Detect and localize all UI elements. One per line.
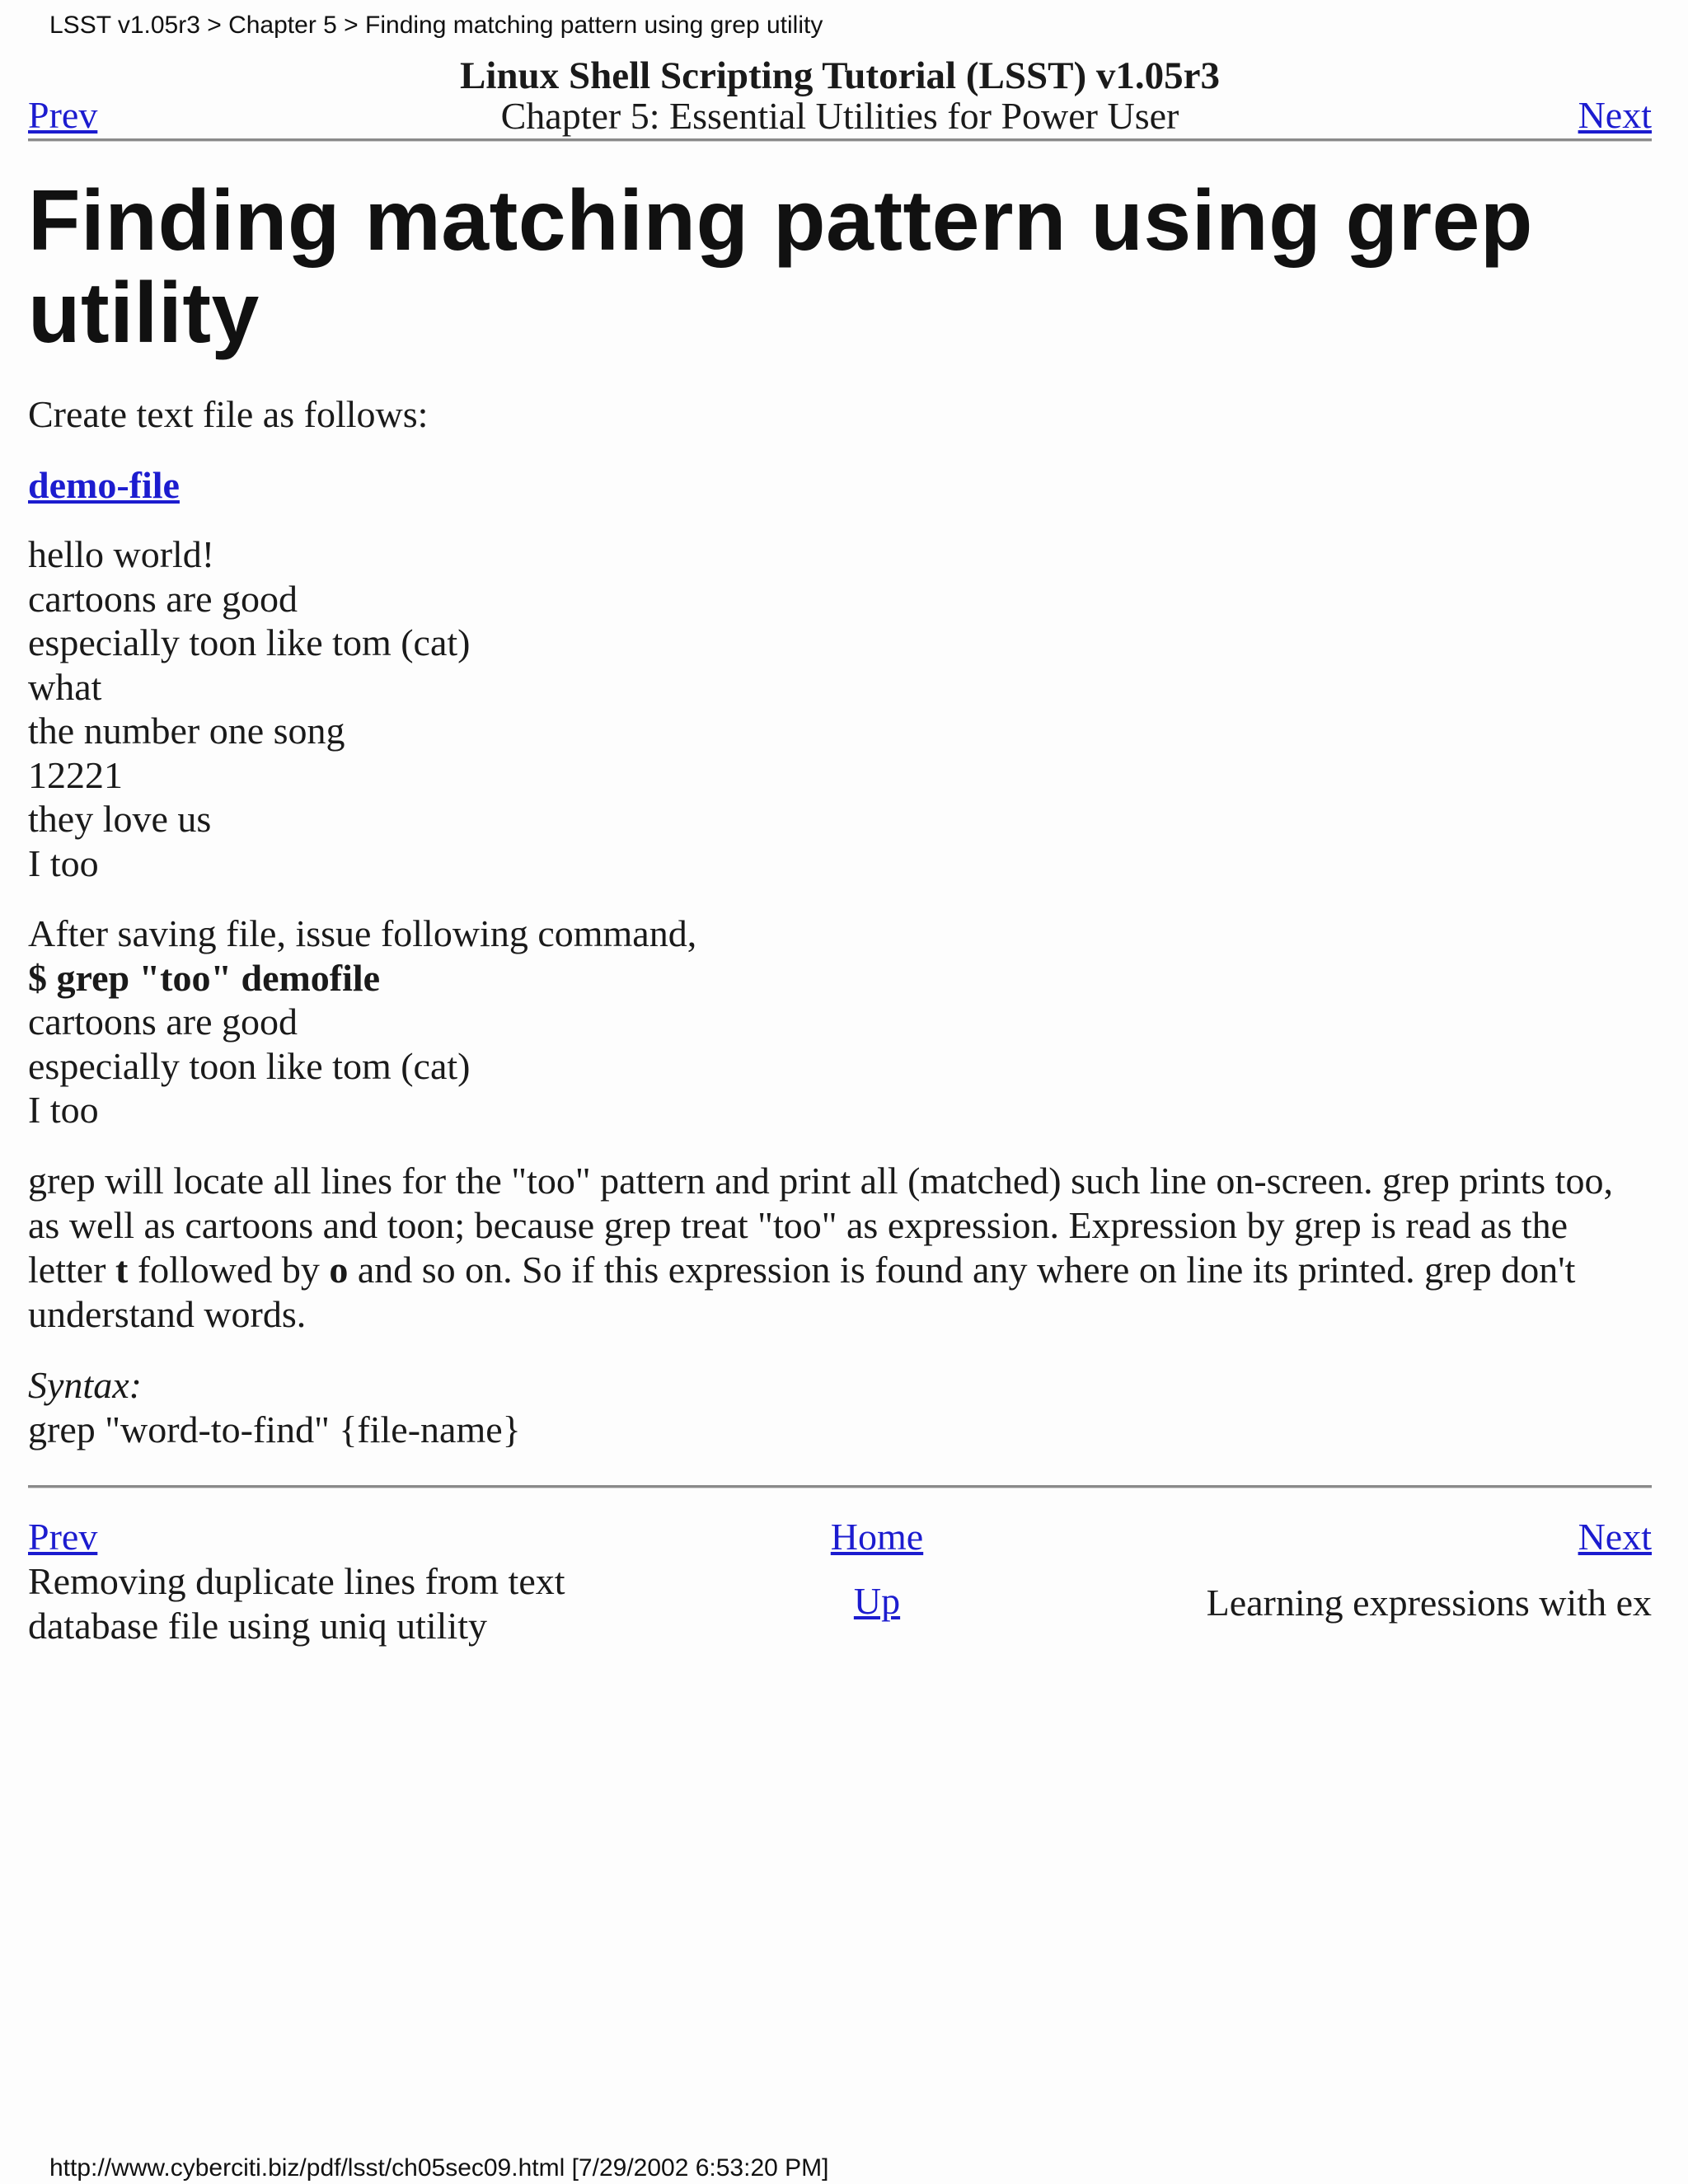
syntax-block [28,1363,1652,1452]
browser-print-header: LSST v1.05r3 > Chapter 5 > Finding matching pattern using grep utility [49,12,823,39]
output-line: I too [28,1089,99,1131]
up-link[interactable]: Up [853,1579,901,1622]
bottom-next-link[interactable]: Next [1578,1515,1652,1558]
explanation-part: grep will locate all lines for the "too" pattern and print all (matched) such line on-screen. grep prints too, as well as cartoons and toon; because grep treat "too" as expression. Expression by grep is read as the letter [28,1159,1613,1291]
bottom-prev-link[interactable]: Prev [28,1515,98,1558]
after-saving-text: After saving file, issue following command, [28,912,697,954]
file-line: cartoons are good [28,577,298,620]
explanation-part: followed by [128,1248,330,1291]
bottom-navigation [28,1488,1652,1645]
file-line: I too [28,841,99,884]
syntax-text: grep "word-to-find" {file-name} [28,1408,521,1451]
home-link-wrap [753,1515,1001,1559]
page-title: Finding matching pattern using grep utility [28,173,1533,361]
prev-page-title: Removing duplicate lines from text database file using uniq utility [28,1559,565,1647]
file-line: especially toon like tom (cat) [28,621,471,663]
page-content [28,53,1652,1645]
output-line: especially toon like tom (cat) [28,1044,471,1087]
chapter-title: Chapter 5: Essential Utilities for Power User [500,95,1179,137]
output-line: cartoons are good [28,1001,298,1043]
next-link[interactable]: Next [1578,94,1652,136]
demo-file-contents [28,532,1652,885]
explanation-bold-t: t [115,1248,129,1291]
grep-command: $ grep "too" demofile [28,956,381,999]
explanation-part: and so on. So if this expression is found any where on line its printed. grep don't understand words. [28,1248,1576,1335]
file-line: what [28,665,102,708]
up-link-wrap [753,1579,1001,1624]
syntax-label: Syntax: [28,1363,142,1406]
explanation-bold-o: o [329,1248,349,1291]
file-line: hello world! [28,533,215,575]
book-title: Linux Shell Scripting Tutorial (LSST) v1.05r3 [460,54,1220,97]
file-line: they love us [28,798,212,840]
explanation-paragraph [28,1159,1652,1337]
home-link[interactable]: Home [830,1515,924,1558]
prev-link[interactable]: Prev [28,94,98,136]
file-line: 12221 [28,753,123,796]
file-line: the number one song [28,710,345,752]
top-navigation [28,53,1652,138]
demo-file-link[interactable]: demo-file [28,464,180,506]
top-divider [28,138,1652,142]
intro-text: Create text file as follows: [28,393,429,435]
browser-print-footer: http://www.cyberciti.biz/pdf/lsst/ch05sec09.html [7/29/2002 6:53:20 PM] [49,2154,829,2182]
next-page-title: Learning expressions with ex [1206,1581,1652,1624]
command-example [28,912,1652,1132]
